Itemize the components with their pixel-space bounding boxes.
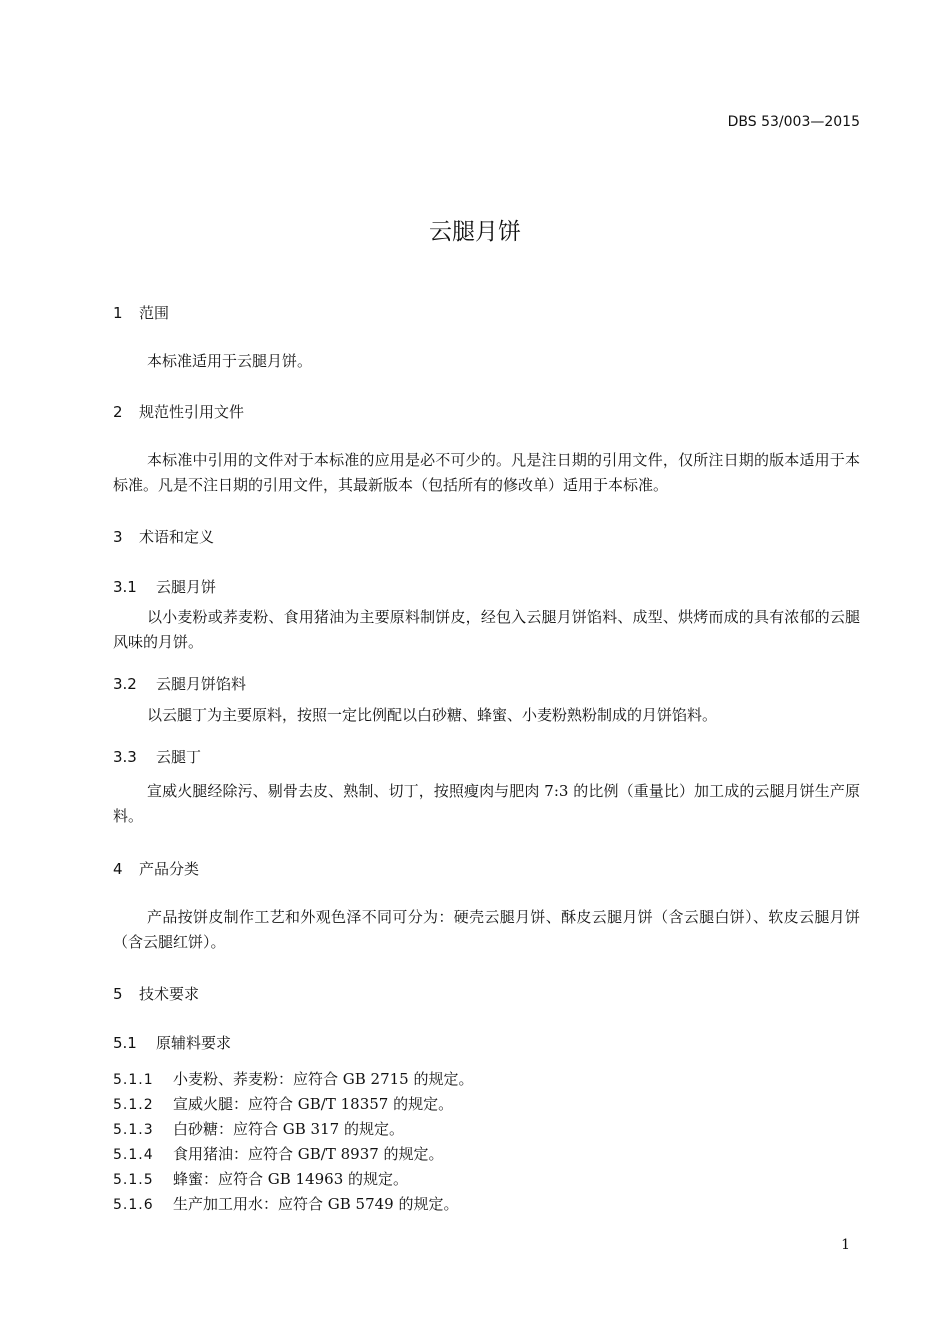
list-item	[113, 1118, 404, 1139]
item-number: 5.1.5	[113, 1172, 154, 1188]
subsection-number: 5.1	[113, 1034, 137, 1052]
subsection-title: 云腿月饼馅料	[156, 675, 247, 693]
item-text: 白砂糖：应符合 GB 317 的规定。	[173, 1120, 404, 1138]
section-title: 技术要求	[139, 985, 200, 1003]
list-item	[113, 1143, 444, 1164]
item-number: 5.1.3	[113, 1122, 154, 1138]
section-heading-terms	[113, 526, 214, 547]
section-title: 范围	[139, 304, 170, 322]
subsection-title: 云腿月饼	[156, 578, 217, 596]
section-number: 2	[113, 403, 123, 421]
subsection-body-filling: 以云腿丁为主要原料，按照一定比例配以白砂糖、蜂蜜、小麦粉熟粉制成的月饼馅料。	[147, 706, 718, 724]
section-number: 5	[113, 985, 123, 1003]
section-heading-scope	[113, 302, 169, 323]
list-item	[113, 1168, 408, 1189]
subsection-number: 3.2	[113, 675, 137, 693]
section-number: 4	[113, 860, 123, 878]
subsection-heading-filling	[113, 673, 246, 694]
list-item	[113, 1193, 459, 1214]
list-item	[113, 1068, 474, 1089]
section-body-classification: 产品按饼皮制作工艺和外观色泽不同可分为：硬壳云腿月饼、酥皮云腿月饼（含云腿白饼）、软皮云腿月饼（含云腿红饼）。	[113, 908, 860, 951]
section-body-scope: 本标准适用于云腿月饼。	[147, 352, 313, 370]
item-number: 5.1.2	[113, 1097, 154, 1113]
section-title: 术语和定义	[139, 528, 215, 546]
page-title: 云腿月饼	[429, 219, 521, 245]
subsection-body-ham-dice: 宣威火腿经除污、剔骨去皮、熟制、切丁，按照瘦肉与肥肉 7:3 的比例（重量比）加工成的云腿月饼生产原料。	[113, 782, 860, 825]
subsection-title: 原辅料要求	[156, 1034, 232, 1052]
subsection-heading-raw-materials	[113, 1032, 231, 1053]
item-text: 生产加工用水：应符合 GB 5749 的规定。	[173, 1195, 459, 1213]
item-number: 5.1.6	[113, 1197, 154, 1213]
list-item	[113, 1093, 453, 1114]
item-text: 宣威火腿：应符合 GB/T 18357 的规定。	[173, 1095, 454, 1113]
page-number: 1	[841, 1237, 850, 1253]
subsection-title: 云腿丁	[156, 748, 202, 766]
section-body-references: 本标准中引用的文件对于本标准的应用是必不可少的。凡是注日期的引用文件，仅所注日期的版本适用于本标准。凡是不注日期的引用文件，其最新版本（包括所有的修改单）适用于本标准。	[113, 451, 860, 494]
subsection-body-yuntui-mooncake: 以小麦粉或荞麦粉、食用猪油为主要原料制饼皮，经包入云腿月饼馅料、成型、烘烤而成的具有浓郁的云腿风味的月饼。	[113, 608, 860, 651]
subsection-heading-ham-dice	[113, 746, 201, 767]
item-number: 5.1.1	[113, 1072, 154, 1088]
item-text: 小麦粉、荞麦粉：应符合 GB 2715 的规定。	[173, 1070, 474, 1088]
section-number: 1	[113, 304, 123, 322]
item-text: 蜂蜜：应符合 GB 14963 的规定。	[173, 1170, 409, 1188]
section-heading-technical-requirements	[113, 983, 199, 1004]
subsection-heading-yuntui-mooncake	[113, 576, 216, 597]
section-heading-references	[113, 401, 244, 422]
item-number: 5.1.4	[113, 1147, 154, 1163]
item-text: 食用猪油：应符合 GB/T 8937 的规定。	[173, 1145, 444, 1163]
standard-code: DBS 53/003—2015	[727, 114, 860, 130]
section-title: 产品分类	[139, 860, 200, 878]
section-number: 3	[113, 528, 123, 546]
subsection-number: 3.1	[113, 578, 137, 596]
subsection-number: 3.3	[113, 748, 137, 766]
section-heading-classification	[113, 858, 199, 879]
section-title: 规范性引用文件	[139, 403, 245, 421]
